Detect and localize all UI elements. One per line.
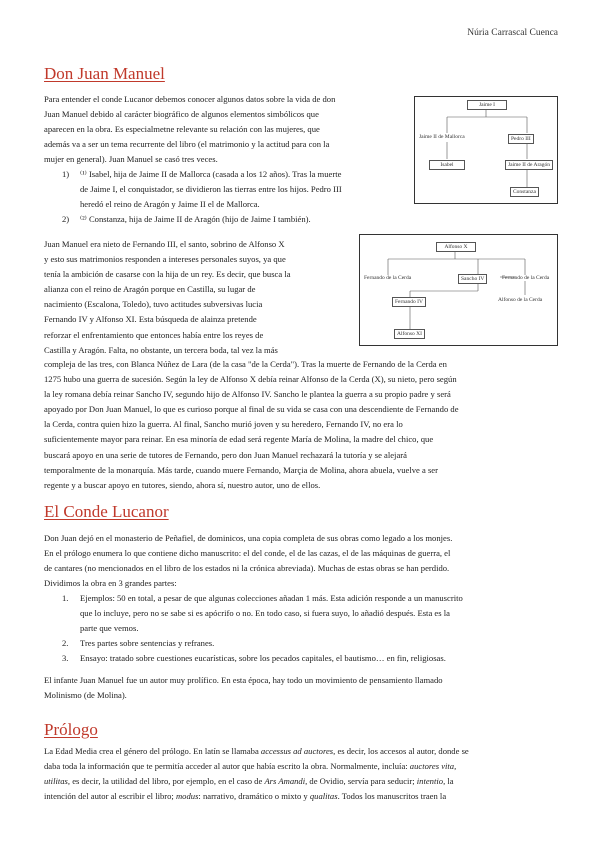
text-line: Para entender el conde Lucanor debemos conocer algunos datos sobre la vida de don xyxy=(44,94,336,104)
list-item xyxy=(44,651,556,666)
tree2-mid: Sancho IV xyxy=(458,274,487,284)
prologo-text: daba toda la información que te permitía acceder al autor que había escrito la obra. Normalmente, incluía: xyxy=(44,761,410,772)
prologo-italic: accessus ad auctores xyxy=(260,746,334,756)
tree2-left: Fernando de la Cerda xyxy=(364,275,412,281)
tree2-right-child: Alfonso de la Cerda xyxy=(498,297,543,303)
manuscript-paragraph xyxy=(44,531,556,591)
prologo-italic: auctores vita, xyxy=(409,761,457,772)
list-number: 2. xyxy=(62,638,69,649)
text-line: Don Juan dejó en el monasterio de Peñafiel, de dominicos, una copia completa de sus obras como legado a los monjes. xyxy=(44,533,453,543)
text-line: buscará apoyo en una serie de tutores de Fernando, pero don Juan Manuel rechazará la tutoría y se alejará xyxy=(44,449,407,460)
text-line: Ensayo: tratado sobre cuestiones eucarísticas, sobre los pecados capitales, el bautismo… en fin, religiosas. xyxy=(80,653,446,664)
text-line: Juan Manuel debido al carácter biográfico de algunos elementos simbólicos que xyxy=(44,109,319,120)
list-body xyxy=(80,636,556,651)
tree1-left: Jaime II de Mallorca xyxy=(419,134,465,140)
prologo-italic: intentio xyxy=(416,776,444,787)
text-line: de Jaime I, el conquistador, se dividieron las tierras entre los hijos. Pedro III xyxy=(80,184,342,195)
tree1-right: Pedro III xyxy=(508,134,534,144)
text-line: de cantares (no mencionados en el libro de los estados ni la crónica abreviada). Muchas de estas obras se han perdido. xyxy=(44,563,450,574)
text-line: mujer en general). Juan Manuel se casó tres veces. xyxy=(44,154,218,165)
molinismo-paragraph xyxy=(44,673,556,703)
text-line: Fernando IV y Alfonso XI. Esta búsqueda de alainza pretende xyxy=(44,314,257,325)
text-line: nacimiento (Escalona, Toledo), tuvo actitudes subversivas lucia xyxy=(44,299,263,310)
prologo-italic: utilitas xyxy=(44,776,68,787)
text-line: reforzar el enfrentamiento que entonces había entre los reyes de xyxy=(44,329,264,340)
list-body xyxy=(80,167,406,212)
text-line: temporalmente de la monarquía. Más tarde, cuando muere Fernando, Marçia de Molina, ahora abuela, vuelve a ser xyxy=(44,464,438,475)
section-title-el-conde-lucanor: El Conde Lucanor xyxy=(44,502,169,521)
text-line: heredó el reino de Aragón y Jaime II el de Mallorca. xyxy=(80,199,260,210)
family-tree-alfonso-x xyxy=(359,234,558,346)
tree1-right-child: Jaime II de Aragón xyxy=(505,160,553,170)
text-line: además va a ser un tema recurrente del libro (el matrimonio y la actitud para con la xyxy=(44,139,330,150)
text-line: Tres partes sobre sentencias y refranes. xyxy=(80,638,215,649)
text-line: 1275 hubo una guerra de sucesión. Según la ley de Alfonso X debía reinar Alfonso de la Cerda (X), su nieto, pero según xyxy=(44,374,457,385)
list-body xyxy=(80,591,556,636)
prologo-text: , es decir, los accesos al autor, donde se xyxy=(333,746,469,756)
text-line: tenía la ambición de casarse con la hija de un rey. Es decir, que busca la xyxy=(44,269,291,280)
text-line: compleja de las tres, con Blanca Núñez de Lara (de la casa "de la Cerda"). Tras la muerte de Fernando de la Cerda en xyxy=(44,359,447,369)
text-line: alianza con el reino de Aragón porque en Castilla, su lugar de xyxy=(44,284,256,295)
intro-paragraph xyxy=(44,92,406,167)
list-number: 1. xyxy=(62,593,69,603)
tree1-right-grandchild: Constanza xyxy=(510,187,539,197)
list-number: 3. xyxy=(62,653,69,664)
text-line: aparecen en la obra. Es especialmetne relevante su relación con las mujeres, que xyxy=(44,124,320,135)
prologo-paragraph xyxy=(44,744,556,804)
section-title-prologo: Prólogo xyxy=(44,720,98,739)
tree2-right: Fernando de la Cerda xyxy=(502,275,550,281)
prologo-text: La Edad Media crea el género del prólogo. En latín se llamaba xyxy=(44,746,261,756)
text-line: Ejemplos: 50 en total, a pesar de que algunas colecciones añadan 1 más. Esta adición responde a un manuscrito xyxy=(80,593,463,603)
prologo-line-4 xyxy=(44,789,556,804)
prologo-text: : narrativo, dramático o mixto y xyxy=(198,791,310,802)
text-line: Castilla y Aragón. Falta, no obstante, un tercera boda, tal vez la más xyxy=(44,344,278,355)
wife-item-1 xyxy=(44,167,406,212)
tree1-root: Jaime I xyxy=(467,100,507,110)
text-line: que lo incluye, pero no se sabe si es apócrifo o no. En todo caso, si fuera suyo, lo añadió después. Esta es la xyxy=(80,608,450,619)
prologo-italic: Ars Amandi xyxy=(264,776,306,787)
wife-item-2 xyxy=(44,212,406,227)
list-body xyxy=(80,651,556,666)
text-line: suficientemente mayor para reinar. En esa minoría de edad será regente María de Molina, la madre del chico, que xyxy=(44,434,434,445)
text-line: Molinismo (de Molina). xyxy=(44,690,127,701)
prologo-text: . Todos los manuscritos traen la xyxy=(337,791,447,802)
prologo-line-1 xyxy=(44,744,556,759)
tree2-root: Alfonso X xyxy=(436,242,476,252)
text-line: Dividimos la obra en 3 grandes partes: xyxy=(44,578,177,589)
tree2-grandchild: Alfonso XI xyxy=(394,329,425,339)
family-tree-jaime-i xyxy=(414,96,558,204)
list-number: 1) xyxy=(62,169,70,179)
lineage-paragraph-wide xyxy=(44,357,556,493)
text-line: y esto sus matrimonios responden a intereses personales suyos, ya que xyxy=(44,254,286,265)
text-line: ⁽²⁾ Constanza, hija de Jaime II de Aragón (hijo de Jaime I también). xyxy=(80,214,311,224)
prologo-line-2 xyxy=(44,759,556,774)
text-line: regente y a buscar apoyo en tutores, siendo, ahora sí, nuestro autor, uno de ellos. xyxy=(44,479,321,490)
text-line: ⁽¹⁾ Isabel, hija de Jaime II de Mallorca (casada a los 12 años). Tras la muerte xyxy=(80,169,342,179)
text-line: apoyado por Don Juan Manuel, lo que es curioso porque al final de su vida se casa con una descendiente de Fernando de xyxy=(44,404,459,415)
prologo-text: intención del autor al escribir el libro; xyxy=(44,791,176,802)
text-line: En el prólogo enumera lo que contiene dicho manuscrito: el del conde, el de las cazas, el de las máquinas de guerra, el xyxy=(44,548,451,559)
text-line: parte que vemos. xyxy=(80,623,139,634)
parts-list xyxy=(44,591,556,666)
prologo-italic: modus xyxy=(175,791,199,802)
tree2-mid-child: Fernando IV xyxy=(392,297,426,307)
list-number: 2) xyxy=(62,214,70,224)
section-title-don-juan-manuel: Don Juan Manuel xyxy=(44,64,165,83)
prologo-text: , de Ovidio, servía para seducir; xyxy=(305,776,417,787)
tree1-left-child: Isabel xyxy=(429,160,465,170)
prologo-text: , la xyxy=(443,776,454,787)
text-line: la ley romana debía reinar Sancho IV, segundo hijo de Alfonso IV. Sancho le plantea la guerra a su propio padre y será xyxy=(44,389,451,400)
text-line: El infante Juan Manuel fue un autor muy prolífico. En esta época, hay todo un movimiento de pensamiento llamado xyxy=(44,675,443,685)
list-item xyxy=(44,636,556,651)
text-line: la Cerda, contra quien hizo la guerra. Al final, Sancho murió joven y su heredero, Fernando IV, no era lo xyxy=(44,419,403,430)
prologo-line-3 xyxy=(44,774,556,789)
text-line: Juan Manuel era nieto de Fernando III, el santo, sobrino de Alfonso X xyxy=(44,239,285,249)
prologo-italic: qualitas xyxy=(309,791,338,802)
list-item xyxy=(44,591,556,636)
author-name: Núria Carrascal Cuenca xyxy=(467,28,558,38)
prologo-text: , es decir, la utilidad del libro, por ejemplo, en el caso de xyxy=(67,776,265,787)
lineage-paragraph-narrow xyxy=(44,237,350,358)
